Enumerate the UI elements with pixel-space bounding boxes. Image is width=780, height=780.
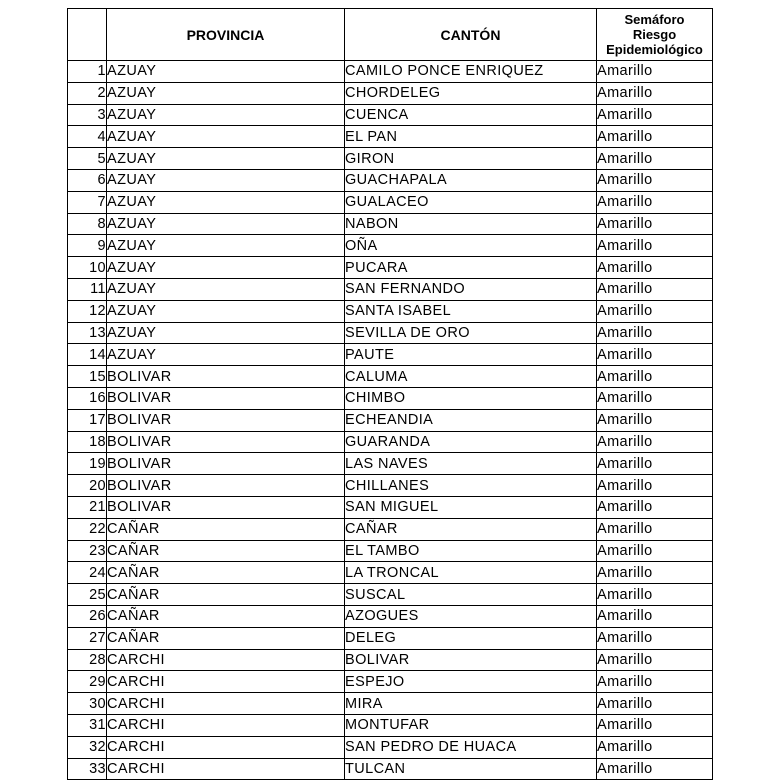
row-canton: MIRA (345, 693, 597, 715)
row-provincia: AZUAY (107, 61, 345, 83)
row-number: 32 (68, 736, 107, 758)
row-canton: AZOGUES (345, 605, 597, 627)
row-provincia: AZUAY (107, 344, 345, 366)
table-row (68, 409, 713, 431)
row-provincia: BOLIVAR (107, 475, 345, 497)
table-row (68, 169, 713, 191)
row-provincia: AZUAY (107, 235, 345, 257)
row-number: 31 (68, 714, 107, 736)
row-canton: NABON (345, 213, 597, 235)
row-number: 8 (68, 213, 107, 235)
table-row (68, 649, 713, 671)
row-number: 26 (68, 605, 107, 627)
row-provincia: CAÑAR (107, 540, 345, 562)
row-provincia: AZUAY (107, 257, 345, 279)
row-riesgo: Amarillo (597, 344, 713, 366)
row-provincia: BOLIVAR (107, 496, 345, 518)
row-canton: GUACHAPALA (345, 169, 597, 191)
row-canton: SAN MIGUEL (345, 496, 597, 518)
table-row (68, 257, 713, 279)
table-row (68, 431, 713, 453)
table-row (68, 235, 713, 257)
row-provincia: AZUAY (107, 126, 345, 148)
row-provincia: BOLIVAR (107, 453, 345, 475)
row-provincia: CAÑAR (107, 562, 345, 584)
row-provincia: CAÑAR (107, 518, 345, 540)
header-semaforo-line2: Riesgo (632, 27, 677, 42)
row-number: 18 (68, 431, 107, 453)
row-number: 12 (68, 300, 107, 322)
table-row (68, 191, 713, 213)
table-row (68, 693, 713, 715)
row-number: 2 (68, 82, 107, 104)
row-canton: SAN FERNANDO (345, 278, 597, 300)
row-number: 20 (68, 475, 107, 497)
table-row (68, 148, 713, 170)
header-semaforo (597, 9, 713, 61)
row-riesgo: Amarillo (597, 736, 713, 758)
table-row (68, 540, 713, 562)
row-canton: SUSCAL (345, 584, 597, 606)
row-riesgo: Amarillo (597, 366, 713, 388)
row-number: 27 (68, 627, 107, 649)
table-row (68, 475, 713, 497)
header-number (68, 9, 107, 61)
row-number: 5 (68, 148, 107, 170)
row-canton: DELEG (345, 627, 597, 649)
row-canton: MONTUFAR (345, 714, 597, 736)
row-provincia: BOLIVAR (107, 431, 345, 453)
row-riesgo: Amarillo (597, 453, 713, 475)
row-number: 22 (68, 518, 107, 540)
row-provincia: CARCHI (107, 671, 345, 693)
row-number: 15 (68, 366, 107, 388)
table-row (68, 562, 713, 584)
row-canton: TULCAN (345, 758, 597, 780)
table-row (68, 278, 713, 300)
row-provincia: CARCHI (107, 736, 345, 758)
row-riesgo: Amarillo (597, 518, 713, 540)
table-row (68, 213, 713, 235)
table-row (68, 714, 713, 736)
row-riesgo: Amarillo (597, 409, 713, 431)
row-number: 16 (68, 387, 107, 409)
row-provincia: CAÑAR (107, 627, 345, 649)
row-number: 3 (68, 104, 107, 126)
table-row (68, 387, 713, 409)
row-provincia: CAÑAR (107, 584, 345, 606)
row-provincia: AZUAY (107, 213, 345, 235)
table-row (68, 322, 713, 344)
row-number: 25 (68, 584, 107, 606)
row-riesgo: Amarillo (597, 300, 713, 322)
row-canton: CALUMA (345, 366, 597, 388)
row-canton: CHILLANES (345, 475, 597, 497)
row-number: 4 (68, 126, 107, 148)
row-canton: GUARANDA (345, 431, 597, 453)
row-canton: EL TAMBO (345, 540, 597, 562)
row-provincia: CARCHI (107, 758, 345, 780)
row-number: 23 (68, 540, 107, 562)
row-riesgo: Amarillo (597, 540, 713, 562)
row-riesgo: Amarillo (597, 671, 713, 693)
row-canton: BOLIVAR (345, 649, 597, 671)
row-riesgo: Amarillo (597, 278, 713, 300)
row-provincia: BOLIVAR (107, 409, 345, 431)
row-provincia: CAÑAR (107, 605, 345, 627)
table-row (68, 736, 713, 758)
row-number: 7 (68, 191, 107, 213)
row-canton: LAS NAVES (345, 453, 597, 475)
row-canton: SANTA ISABEL (345, 300, 597, 322)
row-riesgo: Amarillo (597, 605, 713, 627)
row-riesgo: Amarillo (597, 475, 713, 497)
row-canton: CAMILO PONCE ENRIQUEZ (345, 61, 597, 83)
header-canton: CANTÓN (345, 9, 597, 61)
table-row (68, 518, 713, 540)
row-canton: ESPEJO (345, 671, 597, 693)
row-riesgo: Amarillo (597, 758, 713, 780)
row-canton: EL PAN (345, 126, 597, 148)
row-riesgo: Amarillo (597, 649, 713, 671)
row-number: 19 (68, 453, 107, 475)
row-canton: GIRON (345, 148, 597, 170)
table-row (68, 344, 713, 366)
row-canton: ECHEANDIA (345, 409, 597, 431)
row-riesgo: Amarillo (597, 627, 713, 649)
table-row (68, 605, 713, 627)
table-body (68, 61, 713, 780)
row-provincia: BOLIVAR (107, 366, 345, 388)
row-riesgo: Amarillo (597, 496, 713, 518)
row-provincia: CARCHI (107, 693, 345, 715)
row-riesgo: Amarillo (597, 104, 713, 126)
row-number: 33 (68, 758, 107, 780)
row-number: 14 (68, 344, 107, 366)
table-header-row (68, 9, 713, 61)
row-riesgo: Amarillo (597, 387, 713, 409)
row-provincia: CARCHI (107, 714, 345, 736)
row-number: 21 (68, 496, 107, 518)
row-number: 24 (68, 562, 107, 584)
row-riesgo: Amarillo (597, 714, 713, 736)
row-number: 13 (68, 322, 107, 344)
row-number: 1 (68, 61, 107, 83)
row-number: 6 (68, 169, 107, 191)
row-riesgo: Amarillo (597, 257, 713, 279)
table-row (68, 453, 713, 475)
table-row (68, 627, 713, 649)
row-canton: CAÑAR (345, 518, 597, 540)
row-provincia: CARCHI (107, 649, 345, 671)
row-canton: GUALACEO (345, 191, 597, 213)
row-number: 11 (68, 278, 107, 300)
row-canton: SAN PEDRO DE HUACA (345, 736, 597, 758)
row-riesgo: Amarillo (597, 61, 713, 83)
row-number: 29 (68, 671, 107, 693)
row-provincia: AZUAY (107, 278, 345, 300)
header-semaforo-line3: Epidemiológico (606, 42, 703, 57)
row-riesgo: Amarillo (597, 169, 713, 191)
row-canton: CHORDELEG (345, 82, 597, 104)
row-provincia: AZUAY (107, 82, 345, 104)
table-row (68, 584, 713, 606)
header-semaforo-line1: Semáforo (624, 12, 685, 27)
table-row (68, 671, 713, 693)
row-number: 30 (68, 693, 107, 715)
row-canton: CUENCA (345, 104, 597, 126)
row-riesgo: Amarillo (597, 584, 713, 606)
table-row (68, 496, 713, 518)
row-canton: PUCARA (345, 257, 597, 279)
row-number: 17 (68, 409, 107, 431)
canton-risk-table (67, 8, 713, 780)
row-canton: LA TRONCAL (345, 562, 597, 584)
row-riesgo: Amarillo (597, 82, 713, 104)
row-canton: PAUTE (345, 344, 597, 366)
row-provincia: BOLIVAR (107, 387, 345, 409)
table-row (68, 300, 713, 322)
row-riesgo: Amarillo (597, 235, 713, 257)
row-riesgo: Amarillo (597, 213, 713, 235)
table-row (68, 366, 713, 388)
row-provincia: AZUAY (107, 169, 345, 191)
table-row (68, 758, 713, 780)
row-riesgo: Amarillo (597, 693, 713, 715)
row-provincia: AZUAY (107, 148, 345, 170)
row-riesgo: Amarillo (597, 148, 713, 170)
row-number: 10 (68, 257, 107, 279)
table-row (68, 82, 713, 104)
row-riesgo: Amarillo (597, 322, 713, 344)
row-riesgo: Amarillo (597, 126, 713, 148)
row-provincia: AZUAY (107, 300, 345, 322)
table-row (68, 104, 713, 126)
row-canton: CHIMBO (345, 387, 597, 409)
row-riesgo: Amarillo (597, 431, 713, 453)
row-number: 9 (68, 235, 107, 257)
table-row (68, 126, 713, 148)
row-number: 28 (68, 649, 107, 671)
table-row (68, 61, 713, 83)
row-provincia: AZUAY (107, 104, 345, 126)
header-provincia: PROVINCIA (107, 9, 345, 61)
row-canton: OÑA (345, 235, 597, 257)
row-canton: SEVILLA DE ORO (345, 322, 597, 344)
row-provincia: AZUAY (107, 191, 345, 213)
row-riesgo: Amarillo (597, 191, 713, 213)
row-riesgo: Amarillo (597, 562, 713, 584)
row-provincia: AZUAY (107, 322, 345, 344)
